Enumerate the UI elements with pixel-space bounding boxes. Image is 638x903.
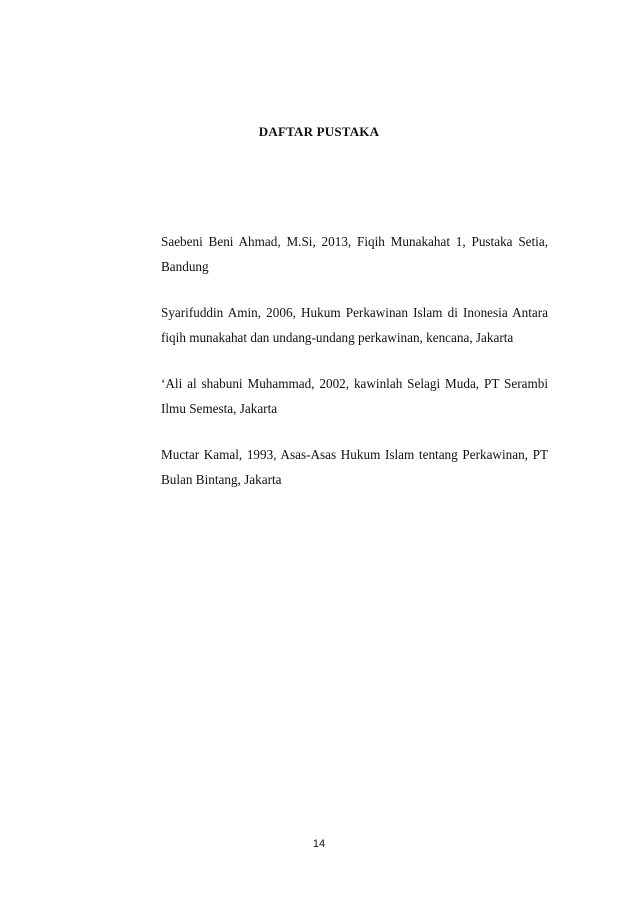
page-number: 14	[312, 838, 326, 850]
reference-line: Saebeni Beni Ahmad, M.Si, 2013, Fiqih Munakahat 1, Pustaka Setia,	[161, 234, 548, 249]
reference-entry	[161, 371, 548, 421]
reference-line: Bandung	[161, 259, 209, 274]
reference-line: Syarifuddin Amin, 2006, Hukum Perkawinan Islam di Inonesia Antara	[161, 305, 548, 320]
reference-entry	[161, 300, 548, 350]
reference-line: Ilmu Semesta, Jakarta	[161, 401, 278, 416]
reference-line: Muctar Kamal, 1993, Asas-Asas Hukum Islam tentang Perkawinan, PT	[161, 447, 548, 462]
reference-line: Bulan Bintang, Jakarta	[161, 472, 282, 487]
reference-line: fiqih munakahat dan undang-undang perkawinan, kencana, Jakarta	[161, 330, 514, 345]
reference-entry	[161, 229, 548, 279]
bibliography-title: DAFTAR PUSTAKA	[258, 124, 380, 139]
reference-line: ‘Ali al shabuni Muhammad, 2002, kawinlah Selagi Muda, PT Serambi	[161, 376, 548, 391]
reference-list	[161, 229, 548, 513]
reference-entry	[161, 442, 548, 492]
